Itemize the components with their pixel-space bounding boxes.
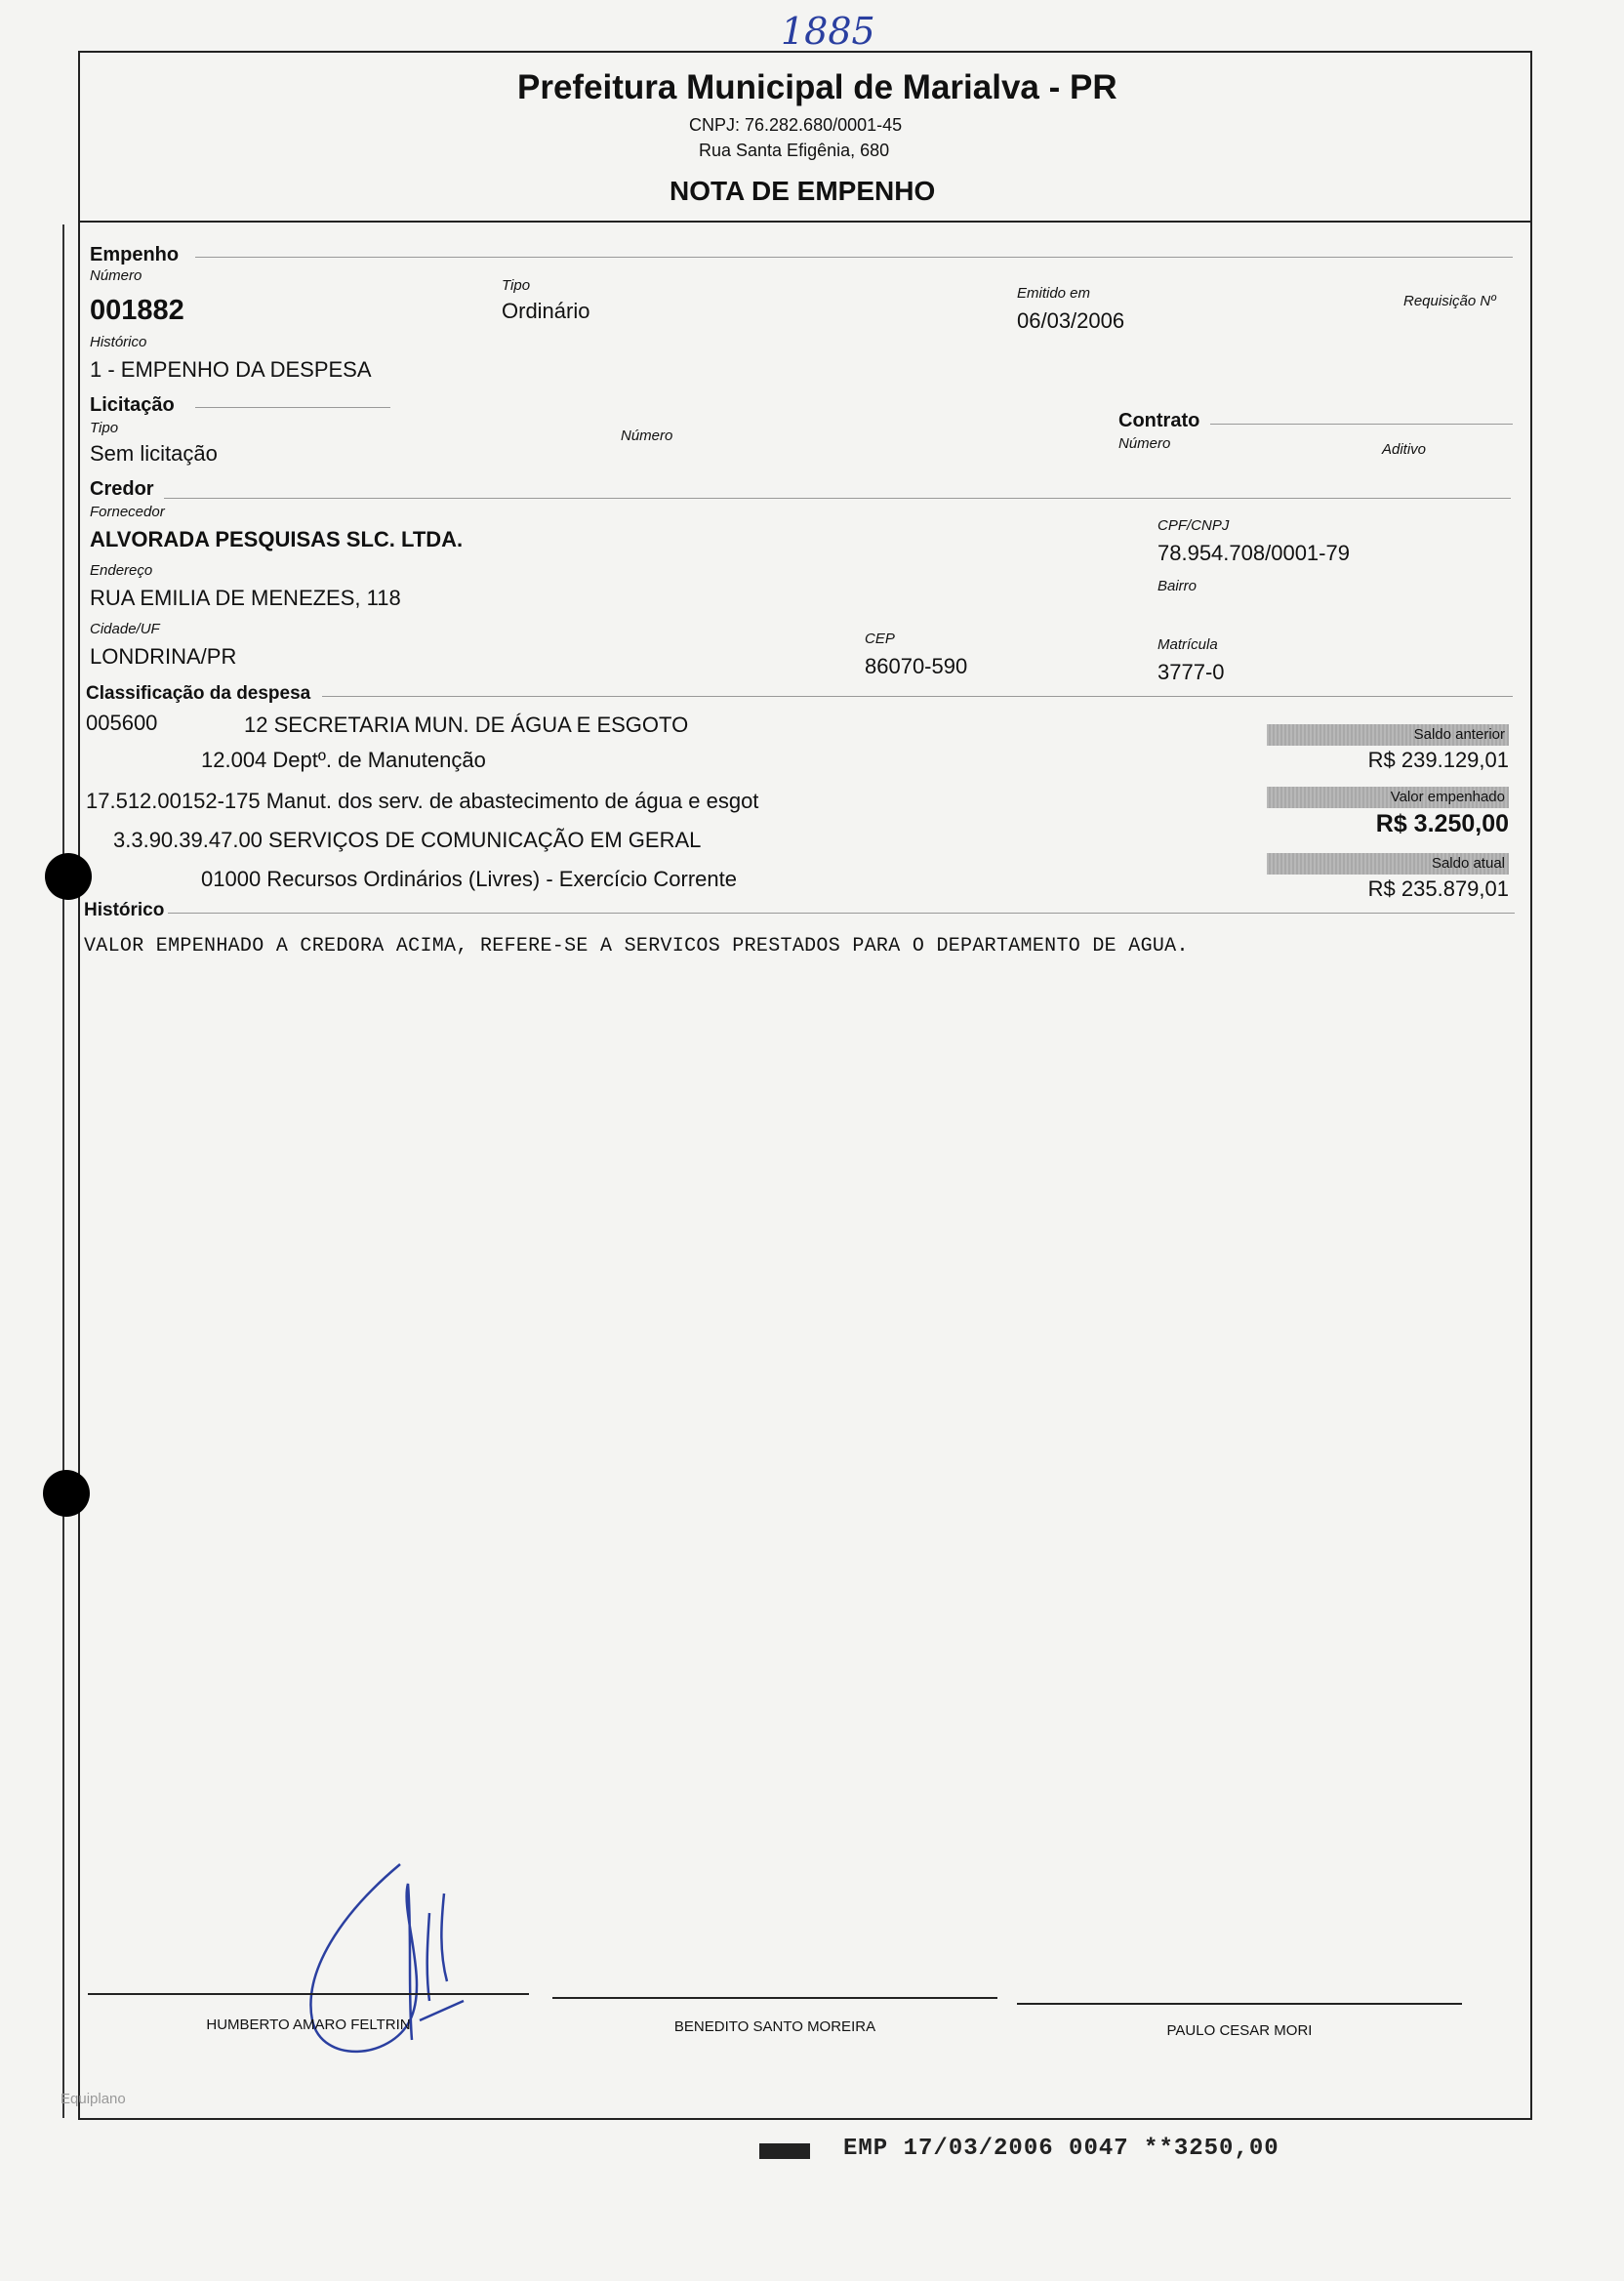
signature-name-1: HUMBERTO AMARO FELTRIN (206, 2016, 411, 2033)
signature-line-2 (552, 1997, 997, 1999)
classificacao-line3: 17.512.00152-175 Manut. dos serv. de abastecimento de água e esgot (86, 789, 759, 813)
classificacao-code: 005600 (86, 711, 158, 735)
punch-hole (43, 1470, 90, 1517)
credor-rule (164, 498, 1511, 499)
historico-rule (168, 913, 1515, 914)
classificacao-line2: 12.004 Deptº. de Manutenção (201, 748, 486, 772)
empenho-section-label: Empenho (90, 244, 180, 265)
footer-brand: Equiplano (61, 2091, 126, 2107)
contrato-numero-label: Número (1118, 435, 1171, 452)
credor-fornecedor-label: Fornecedor (90, 504, 165, 520)
signature-line-3 (1017, 2003, 1462, 2005)
credor-matricula: 3777-0 (1157, 660, 1225, 684)
saldo-atual-label: Saldo atual (1267, 853, 1509, 875)
valor-empenhado-value: R$ 3.250,00 (1375, 810, 1509, 837)
saldo-anterior-label: Saldo anterior (1267, 724, 1509, 746)
credor-cpf-label: CPF/CNPJ (1157, 517, 1230, 534)
licitacao-rule (195, 407, 390, 408)
header-divider (80, 221, 1530, 223)
bank-stamp: EMP 17/03/2006 0047 **3250,00 (843, 2136, 1279, 2162)
credor-cidade: LONDRINA/PR (90, 644, 237, 669)
historico-section-label: Histórico (84, 900, 165, 920)
licitacao-tipo: Sem licitação (90, 441, 218, 466)
stamp-mark (759, 2143, 810, 2159)
empenho-historico: 1 - EMPENHO DA DESPESA (90, 357, 372, 382)
licitacao-tipo-label: Tipo (90, 420, 119, 436)
empenho-tipo: Ordinário (502, 299, 590, 323)
saldo-atual-value: R$ 235.879,01 (1367, 876, 1509, 901)
header-cnpj: CNPJ: 76.282.680/0001-45 (689, 115, 903, 135)
credor-section-label: Credor (90, 478, 154, 500)
signature-line-1 (88, 1993, 529, 1995)
empenho-emitido: 06/03/2006 (1017, 308, 1125, 333)
contrato-aditivo-label: Aditivo (1382, 441, 1427, 458)
empenho-historico-label: Histórico (90, 334, 147, 350)
credor-bairro-label: Bairro (1157, 578, 1198, 594)
licitacao-numero-label: Número (621, 428, 673, 444)
classificacao-line1: 12 SECRETARIA MUN. DE ÁGUA E ESGOTO (244, 713, 689, 737)
credor-cpf: 78.954.708/0001-79 (1157, 541, 1350, 565)
signature-name-2: BENEDITO SANTO MOREIRA (673, 2018, 876, 2035)
credor-cep: 86070-590 (865, 654, 968, 678)
contrato-rule (1210, 424, 1513, 425)
credor-cep-label: CEP (865, 631, 895, 647)
credor-cidade-label: Cidade/UF (90, 621, 160, 637)
empenho-rule (195, 257, 1513, 258)
empenho-numero-label: Número (90, 267, 142, 284)
signature-name-3: PAULO CESAR MORI (1166, 2022, 1313, 2039)
punch-hole (45, 853, 92, 900)
contrato-section-label: Contrato (1118, 410, 1200, 431)
left-edge-line (62, 224, 64, 2118)
saldo-anterior-value: R$ 239.129,01 (1367, 748, 1509, 772)
credor-fornecedor: ALVORADA PESQUISAS SLC. LTDA. (90, 527, 464, 551)
signature-scribble (283, 1854, 478, 2069)
empenho-emitido-label: Emitido em (1017, 285, 1091, 302)
empenho-tipo-label: Tipo (502, 277, 531, 294)
doc-title: NOTA DE EMPENHO (670, 176, 936, 206)
empenho-numero: 001882 (90, 295, 184, 326)
classificacao-line5: 01000 Recursos Ordinários (Livres) - Exercício Corrente (201, 867, 737, 891)
header-title: Prefeitura Municipal de Marialva - PR (517, 68, 1117, 106)
classificacao-rule (322, 696, 1513, 697)
historico-text: VALOR EMPENHADO A CREDORA ACIMA, REFERE-SE A SERVICOS PRESTADOS PARA O DEPARTAMENTO DE AGUA. (84, 935, 1189, 957)
header-address: Rua Santa Efigênia, 680 (699, 141, 890, 160)
credor-endereco: RUA EMILIA DE MENEZES, 118 (90, 586, 401, 610)
licitacao-section-label: Licitação (90, 394, 175, 416)
credor-endereco-label: Endereço (90, 562, 153, 579)
empenho-requisicao-label: Requisição Nº (1403, 293, 1496, 309)
valor-empenhado-label: Valor empenhado (1267, 787, 1509, 808)
credor-matricula-label: Matrícula (1157, 636, 1218, 653)
handwritten-number: 1885 (781, 10, 875, 53)
classificacao-line4: 3.3.90.39.47.00 SERVIÇOS DE COMUNICAÇÃO EM GERAL (113, 828, 702, 852)
classificacao-section-label: Classificação da despesa (86, 683, 311, 704)
